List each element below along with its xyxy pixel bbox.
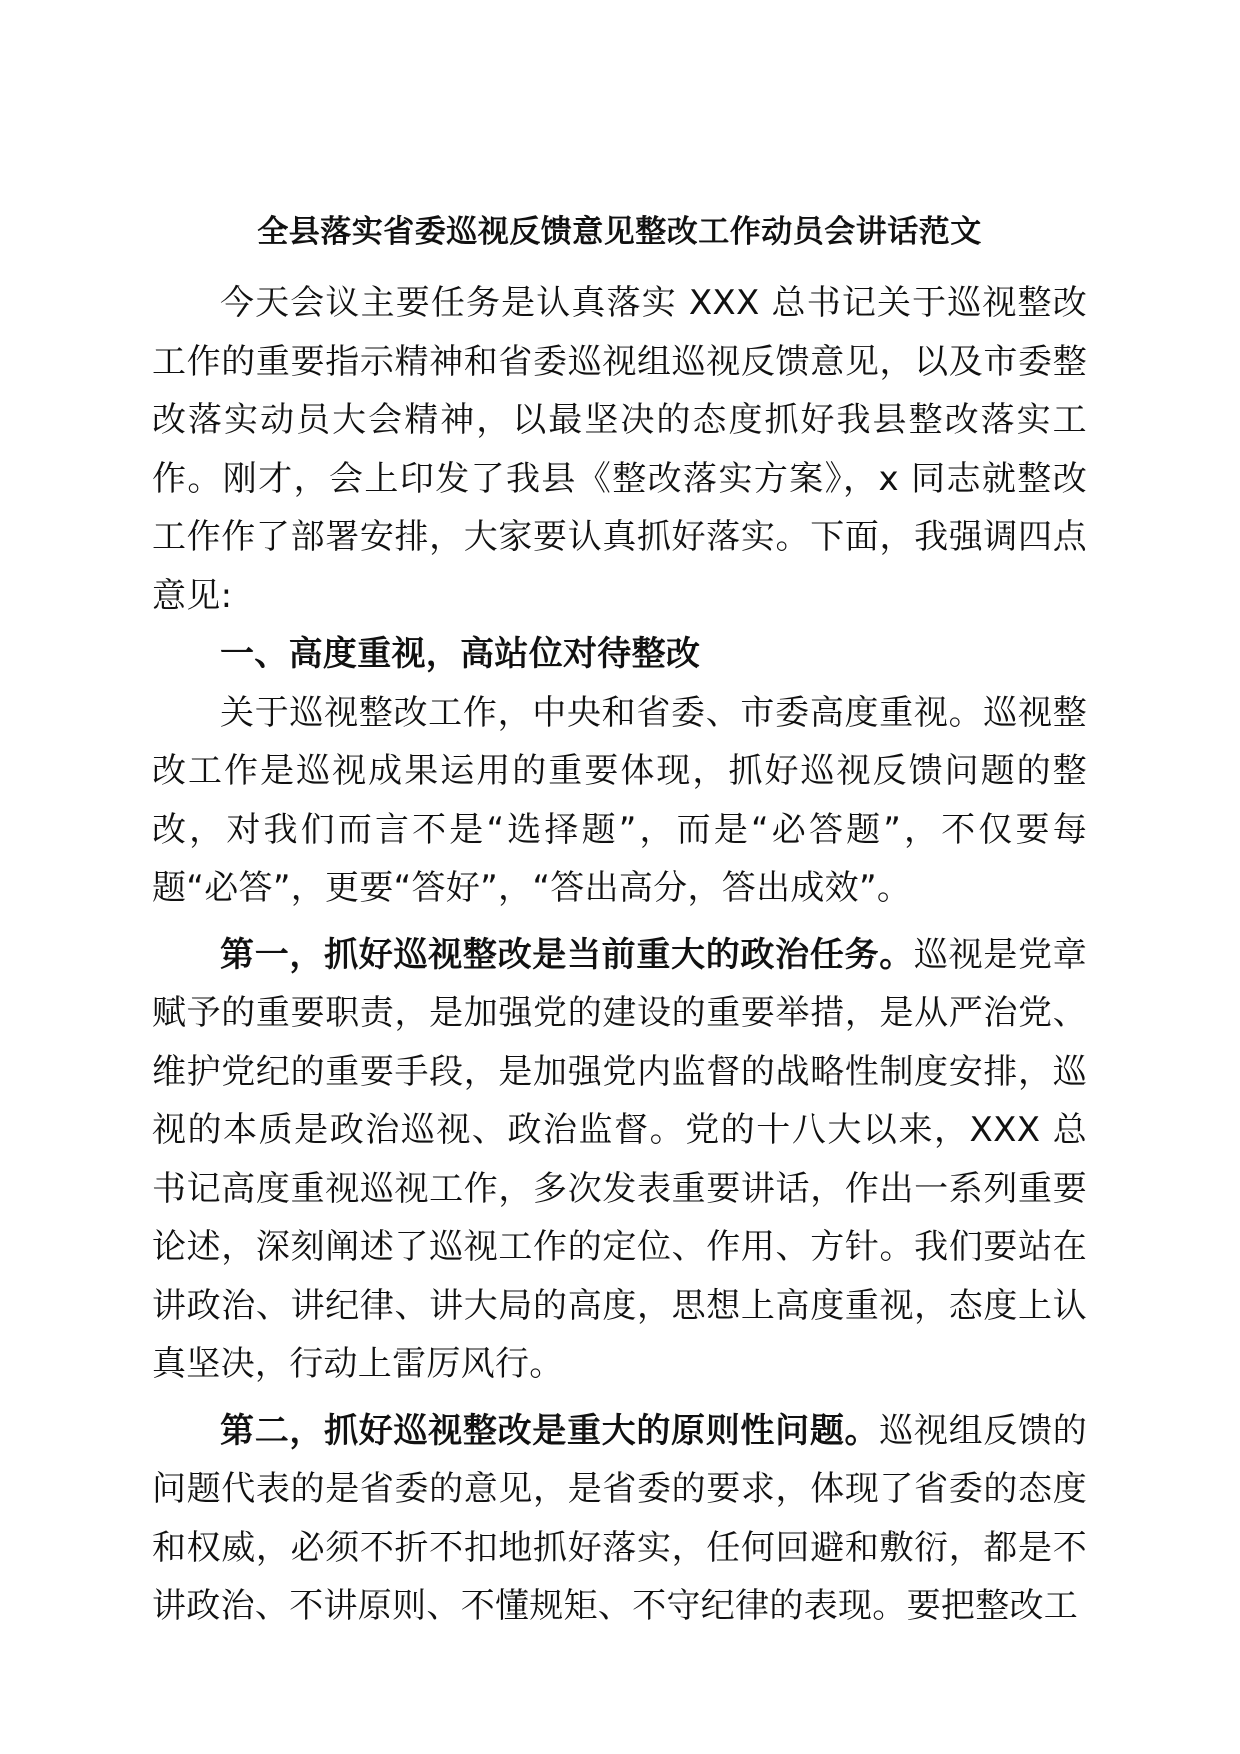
point-1-lead: 第一，抓好巡视整改是当前重大的政治任务。 xyxy=(220,934,914,975)
point-2-paragraph xyxy=(152,1402,1087,1636)
point-2-body: 巡视组反馈的问题代表的是省委的意见，是省委的要求，体现了省委的态度和权威，必须不折不扣地抓好落实，任何回避和敷衍，都是不讲政治、不讲原则、不懂规矩、不守纪律的表现。要把整改工 xyxy=(152,1410,1087,1626)
section-1-paragraph: 关于巡视整改工作，中央和省委、市委高度重视。巡视整改工作是巡视成果运用的重要体现，抓好巡视反馈问题的整改，对我们而言不是“选择题”，而是“必答题”，不仅要每题“必答”，更要“答好”，“答出高分，答出成效”。 xyxy=(152,692,1087,908)
paragraph-gap xyxy=(152,918,1087,926)
point-1-body: 巡视是党章赋予的重要职责，是加强党的建设的重要举措，是从严治党、维护党纪的重要手段，是加强党内监督的战略性制度安排，巡视的本质是政治巡视、政治监督。党的十八大以来，XXX 总书记高度重视巡视工作，多次发表重要讲话，作出一系列重要论述，深刻阐述了巡视工作的定位、作用、方针。我们要站在讲政治、讲纪律、讲大局的高度，思想上高度重视，态度上认真坚决，行动上雷厉风行。 xyxy=(152,934,1088,1384)
document-page xyxy=(152,210,1087,1636)
section-heading-1: 一、高度重视，高站位对待整改 xyxy=(220,634,701,674)
document-title: 全县落实省委巡视反馈意见整改工作动员会讲话范文 xyxy=(257,214,982,250)
point-2-lead: 第二，抓好巡视整改是重大的原则性问题。 xyxy=(220,1410,880,1451)
paragraph-gap xyxy=(152,1394,1087,1402)
point-1-paragraph xyxy=(152,926,1087,1394)
intro-paragraph: 今天会议主要任务是认真落实 XXX 总书记关于巡视整改工作的重要指示精神和省委巡视组巡视反馈意见，以及市委整改落实动员大会精神，以最坚决的态度抓好我县整改落实工作。刚才，会上印发了我县《整改落实方案》，x 同志就整改工作作了部署安排，大家要认真抓好落实。下面，我强调四点意见: xyxy=(152,283,1087,616)
